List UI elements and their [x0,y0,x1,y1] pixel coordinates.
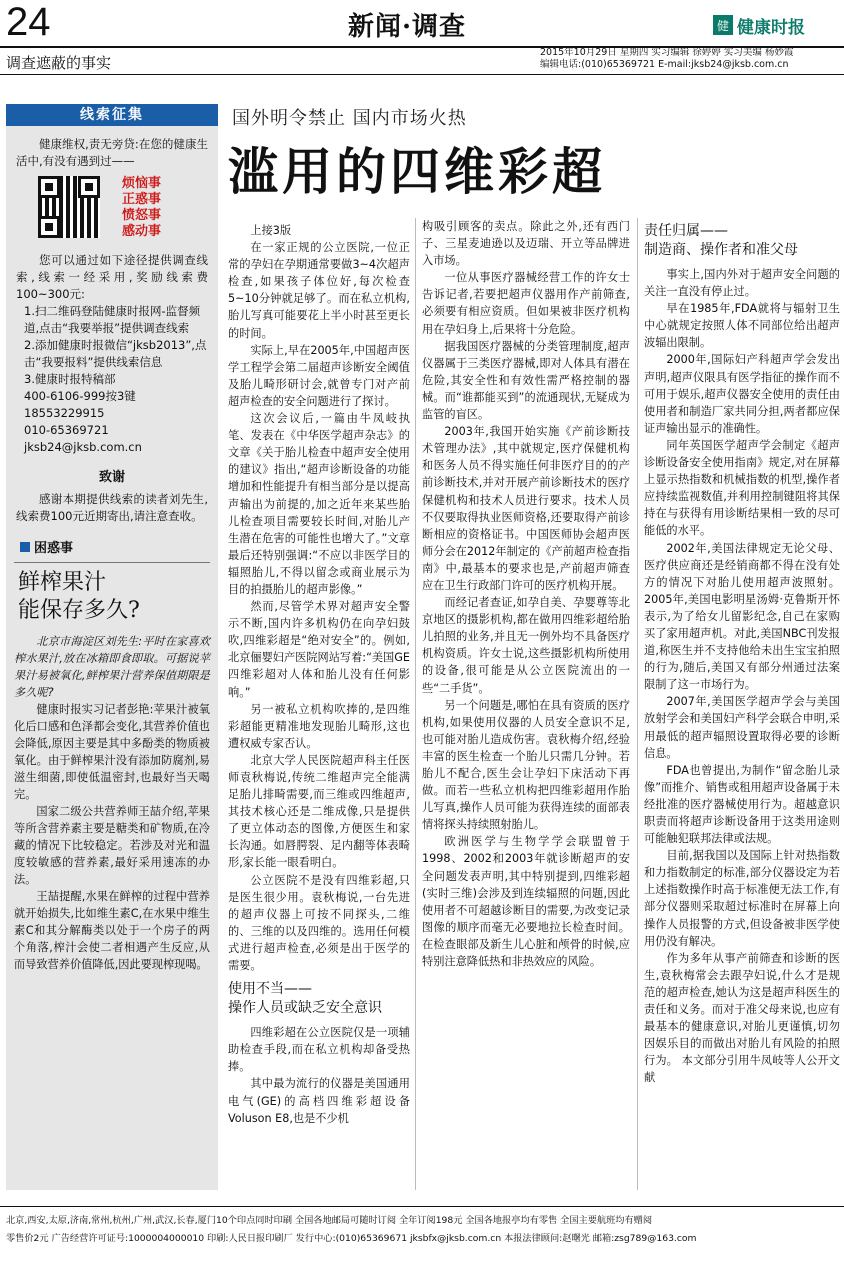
header-meta [540,47,793,71]
paragraph: 一位从事医疗器械经营工作的许女士告诉记者,若要把超声仪器用作产前筛查,必须要有相应资质。但如果被非医疗机构用在孕妇身上,后果将十分危险。 [422,271,630,336]
paragraph: 北京大学人民医院超声科主任医师袁秋梅说,传统二维超声完全能满足胎儿排畸需要,而三维或四维超声,其技术核心还是二维成像,只是提供了更立体动态的图像,方便医生和家长沟通。如唇腭裂、足内翻等体表畸形,家长能一眼看明白。 [228,753,410,870]
thanks-text: 感谢本期提供线索的读者刘先生,线索费100元近期寄出,请注意查收。 [16,492,208,523]
column-divider [415,218,416,1190]
column-divider [637,218,638,1190]
paragraph: 2003年,我国开始实施《产前诊断技术管理办法》,其中就规定,医疗保健机构和医务人员不得实施任何非医疗目的的产前诊断技术,并对开展产前诊断技术的医疗保健机构和技术人员进行要求。技术人员不仅要取得执业医师资格,还要取得产前诊断相应的资格证书。中国医师协会超声医师分会在2012年制定的《产前超声检查指南》中,最基本的要求也是,产前超声筛查应在卫生行政部门许可的医疗机构开展。 [422,425,630,592]
paragraph: 四维彩超在公立医院仅是一项辅助检查手段,而在私立机构却备受热捧。 [228,1026,410,1074]
tag-item: 正惑事 [122,192,162,207]
paragraph: 早在1985年,FDA就将与辐射卫生中心就规定按照人体不同部位给出超声波辐出限制。 [644,302,840,350]
answer-paragraph: 国家二级公共营养师王喆介绍,苹果等所含营养素主要是糖类和矿物质,在冷藏的情况下比较稳定。若涉及对光和温度较敏感的营养素,最好采用速冻的办法。 [14,805,210,886]
contact-line: 编辑电话:(010)65369721 E-mail:jksb24@jksb.com.cn [540,59,789,70]
clue-intro: 健康维权,责无旁贷:在您的健康生活中,有没有遇到过—— [16,137,208,168]
question-title: 鲜榨果汁 能保存多久? [18,570,140,623]
paragraph: 构吸引顾客的卖点。除此之外,还有西门子、三星麦迪逊以及迈瑞、开立等品牌进入市场。 [422,220,630,268]
answer-paragraph: 王喆提醒,水果在鲜榨的过程中营养就开始损失,比如维生素C,在水果中维生素C和其分解酶类以处于一个房子的两个角落,榨汁会使二者相遇产生反应,从而导致营养价值降低,因此要现榨现喝。 [14,890,210,971]
paragraph: 而经记者查证,如孕自美、孕婴尊等北京地区的摄影机构,都在做用四维彩超给胎儿拍照的业务,并且无一例外均不具备医疗机构资质。许女士说,这些摄影机构所使用的设备,很可能是从公立医院流出的一些“二手货”。 [422,596,630,695]
article-headline: 滥用的四维彩超 [228,142,606,201]
article-column-2 [422,218,630,970]
phone-number: 010-65369721 [24,423,109,437]
paragraph: 这次会议后,一篇由牛凤岐执笔、发表在《中华医学超声杂志》的文章《关于胎儿检查中超声安全使用的建议》指出,“超声诊断设备的功能增加和性能提升有相当部分是以提高声输出为前提的,加之近年来某些胎儿检查项目需要较长时间,对胎儿产生潜在危害的可能性也增大了。”文章最后还特别强调:“不应以非医学目的辐照胎儿,不得以留念或商业展示为目的拍摄胎儿的超声影像。” [228,412,410,596]
logo-mark-icon: 健 [713,15,733,35]
page-number: 24 [6,0,51,44]
footer-imprint: 零售价2元 广告经营许可证号:1000004000010 印刷:人民日报印刷厂 发行中心:(010)65369671 jksbfx@jksb.com.cn 本报法律顾问:赵曙光 邮箱:zsg789@163.com [6,1233,697,1244]
paragraph: 公立医院不是没有四维彩超,只是医生很少用。袁秋梅说,一台先进的超声仪器上可按不同探头,二维的、三维的以及四维的。选用任何模式进行超声检查,必须是出于医学的需要。 [228,873,410,973]
paragraph: 其中最为流行的仪器是美国通用电气(GE)的高档四维彩超设备Voluson E8,也是不少机 [228,1077,410,1125]
header-rule-2 [0,74,844,75]
thanks-heading: 致谢 [98,470,125,485]
paragraph: 同年英国医学超声学会制定《超声诊断设备安全使用指南》规定,对在屏幕上显示热指数和机械指数的机型,操作者应持续监视数值,并利用控制键阻将其保持在与获得有用诊断结果相一致的尽可能低的水平。 [644,438,840,538]
paragraph: 然而,尽管学术界对超声安全警示不断,国内许多机构仍在向孕妇鼓吹,四维彩超是“绝对安全”的。例如,北京俪婴妇产医院网站写着:“美国GE四维彩超对人体和胎儿没有任何影响。” [228,600,410,699]
phone-number: 18553229915 [24,406,105,420]
reader-question: 北京市海淀区刘先生:平时在家喜欢榨水果汁,放在冰箱即食即取。可据说苹果汁易被氧化,鲜榨果汁营养保值期限是多久呢? [14,635,210,699]
paragraph: 另一个问题是,哪怕在具有资质的医疗机构,如果使用仪器的人员安全意识不足,也可能对胎儿造成伤害。袁秋梅介绍,经验丰富的医生检查一个胎儿只需几分钟。若胎儿不配合,医生会让孕妇下床活动下再做。而若一些私立机构把四维彩超用作胎儿写真,操作人员可能为获得连续的面部表情将探头持续照射胎儿。 [422,698,630,832]
paragraph: 在一家正规的公立医院,一位正常的孕妇在孕期通常要做3~4次超声检查,如果孩子体位好,每次检查5~10分钟就足够了。而在私立机构,胎儿写真可能要花上半小时甚至更长的时间。 [228,241,410,340]
subhead-responsibility: 责任归属—— 制造商、操作者和准父母 [644,223,798,258]
submission-ways [6,303,218,456]
paragraph: 2000年,国际妇产科超声学会发出声明,超声仪限具有医学指征的操作而不可用于娱乐,超声仪器安全使用的责任由使用者和制造厂家共同分担,两者都应保证声输出显示的准确性。 [644,353,840,435]
tag-item: 感动事 [122,224,162,239]
answer-text [6,701,218,973]
qr-tags [122,176,161,240]
qr-code-icon[interactable] [38,176,100,238]
answer-paragraph: 健康时报实习记者彭艳:苹果汁被氧化后口感和色泽都会变化,其营养价值也会降低,原因主要是其中多酚类的物质被氧化。由于鲜榨果汁没有添加防腐剂,易滋生细菌,即使低温密封,也最好当天喝完。 [14,703,210,801]
email-address[interactable]: jksb24@jksb.com.cn [24,440,142,454]
newspaper-logo [713,12,841,38]
article-column-3 [644,218,840,1087]
tag-item: 烦恼事 [122,176,162,191]
way-item: 3.健康时报特稿部 [24,372,116,386]
article-kicker: 国外明令禁止 国内市场火热 [232,108,467,129]
square-bullet-icon [20,542,30,552]
sidebar [6,104,218,1190]
way-item: 1.扫二维码登陆健康时报网-监督频道,点击“我要举报”提供调查线索 [24,304,201,335]
column-name: 调查遮蔽的事实 [6,54,112,72]
paragraph: 实际上,早在2005年,中国超声医学工程学会第二届超声诊断安全阈值及胎儿畸形研讨会,就曾专门对产前超声检查的安全问题进行了探讨。 [228,343,410,408]
paragraph: 另一被私立机构吹捧的,是四维彩超能更精准地发现胎儿畸形,这也遭权威专家否认。 [228,702,410,750]
paragraph: 据我国医疗器械的分类管理制度,超声仪器属于三类医疗器械,即对人体具有潜在危险,其安全性和有效性需严格控制的器械。而“谁都能买到”的流通现状,无疑成为监管的盲区。 [422,339,630,422]
footer-distribution: 北京,西安,太原,济南,常州,杭州,广州,武汉,长春,厦门10个印点同时印刷 全国各地邮局可随时订阅 全年订阅198元 全国各地报亭均有零售 全国主要航班均有赠阅 [6,1215,653,1226]
subhead-usage: 使用不当—— 操作人员或缺乏安全意识 [228,981,382,1017]
paragraph: 作为多年从事产前筛查和诊断的医生,袁秋梅常会去跟孕妇说,什么才是规范的超声检查,她认为这是超声科医生的责任和义务。而对于准父母来说,也应有最基本的健康意识,对胎儿更谨慎,切勿因娱乐目的而做出对胎儿有风险的拍照行为。 本文部分引用牛凤岐等人公开文献 [644,951,840,1085]
way-item: 2.添加健康时报微信“jksb2013”,点击“我要报料”提供线索信息 [24,338,207,369]
paragraph: 2007年,美国医学超声学会与美国放射学会和美国妇产科学会联合申明,采用最低的超声辐照设置取得必要的诊断信息。 [644,695,840,760]
paragraph: 上接3版 [250,224,292,237]
divider [14,562,210,563]
clue-heading: 线索征集 [6,104,218,126]
date-editors-line: 2015年10月29日 星期四 实习编辑 徐婷婷 实习美编 杨妙霞 [540,47,794,58]
confuse-tag: 困惑事 [6,537,218,556]
section-title: 新闻·调查 [348,12,467,42]
footer-rule [0,1206,844,1207]
paragraph: 目前,据我国以及国际上针对热指数和力指数制定的标准,部分仪器设定为若上述指数操作时高于标准便无法工作,有部分仪器则采取超过标准时在屏幕上向操作人员报警的方式,但设备被非医学使用仍没有解决。 [644,849,840,948]
phone-number: 400-6106-999按3键 [24,389,136,403]
logo-text: 健康时报 [737,17,805,38]
paragraph: 2002年,美国法律规定无论父母、医疗供应商还是经销商都不得在没有处方的情况下对胎儿使用超声波照射。2005年,美国电影明星汤姆·克鲁斯开怀表示,为了给女儿留影纪念,自己在家购买了家用超声机。对此,美国NBC刊发报道,称医生并不支持他给未出生宝宝拍照的行为,随后,美国又有部分州通过法案限制了这一市场行为。 [644,541,840,692]
tag-item: 愤怒事 [122,208,162,223]
reward-text: 您可以通过如下途径提供调查线索,线索一经采用,奖励线索费100~300元: [16,253,208,301]
paragraph: 事实上,国内外对于超声安全问题的关注一直没有停止过。 [644,268,840,299]
paragraph: 欧洲医学与生物学学会联盟曾于1998、2002和2003年就诊断超声的安全问题发表声明,其中特别提到,四维彩超(实时三维)会涉及到连续辐照的问题,因此使用者不可超越诊断目的需要,为改变记录图像的顺序而毫无必要地拉长检查时间。在检查眼部及新生儿心脏和颅骨的时候,应特别注意降低热和非热效应的风险。 [422,835,630,969]
article-column-1 [228,222,410,1127]
paragraph: FDA也曾提出,为制作“留念胎儿录像”而推介、销售或租用超声设备属于未经批准的医疗器械使用行为。超越意识职责而将超声诊断设备用于这类用途则可能触犯联邦法律或法规。 [644,763,840,846]
qr-row [6,170,218,244]
